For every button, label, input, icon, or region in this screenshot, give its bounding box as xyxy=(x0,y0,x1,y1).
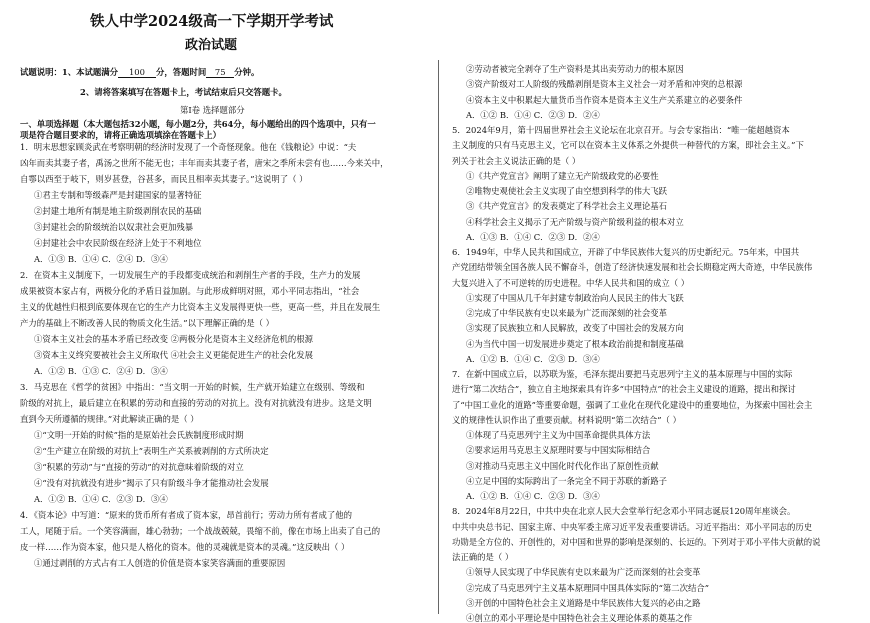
left-column xyxy=(20,0,430,614)
question-line: 成果被资本家占有，两极分化的矛盾日益加剧。与此形成鲜明对照，邓小平同志指出，“社会 xyxy=(20,286,360,296)
question-line: 功勋是全方位的、开创性的，对中国和世界的影响是深刻的、长远的。下列对于邓小平伟大贡献的说 xyxy=(452,536,821,547)
question-line: 列关于社会主义说法正确的是（ ） xyxy=(452,155,581,166)
question-line: 8．2024年8月22日，中共中央在北京人民大会堂举行纪念邓小平同志诞辰120周年座谈会。 xyxy=(452,506,796,517)
question-line: 中共中央总书记、国家主席、中央军委主席习近平发表重要讲话。习近平指出：邓小平同志的历史 xyxy=(452,521,813,532)
question-line: ①体现了马克思列宁主义为中国革命提供具体方法 xyxy=(466,430,651,440)
question-line: ②唯物史观使社会主义实现了由空想到科学的伟大飞跃 xyxy=(466,186,667,196)
question-line: A．①② B．①④ C．②③ D．③④ xyxy=(466,491,600,501)
question-line: ①领导人民实现了中华民族有史以来最为广泛而深刻的社会变革 xyxy=(466,567,701,578)
question-line: ③封建社会的阶级统治以奴隶社会更加残暴 xyxy=(34,222,194,232)
question-line: ①君主专制和等级森严是封建国家的显著特征 xyxy=(34,190,202,200)
column-divider xyxy=(438,60,439,614)
question-line: ③实现了民族独立和人民解放，改变了中国社会的发展方向 xyxy=(466,323,684,334)
score-value: 100 xyxy=(118,67,156,78)
question-line: 4．《资本论》中写道：“原来的货币所有者成了资本家，昂首前行；劳动力所有者成了他的 xyxy=(20,510,353,520)
question-line: 主义制度的只有马克思主义，它可以在资本主义体系之外提供一种替代的方案，即社会主义。”下 xyxy=(452,140,804,151)
question-line: ①通过剥削的方式占有工人创造的价值是资本家笑容满面的重要原因 xyxy=(34,558,286,568)
question-line: 产党团结带领全国各族人民不懈奋斗，创造了经济快速发展和社会长期稳定两大奇迹，中华民族伟 xyxy=(452,262,813,273)
question-line: ④为当代中国一切发展进步奠定了根本政治前提和制度基础 xyxy=(466,338,684,349)
notes-line-2: 2、请将答案填写在答题卡上，考试结束后只交答题卡。 xyxy=(80,87,287,97)
question-line: 1．明末思想家顾炎武在考察明朝的经济时发现了一个奇怪现象。他在《钱粮论》中说：“夫 xyxy=(20,142,357,152)
question-line: ②完成了中华民族有史以来最为广泛而深刻的社会变革 xyxy=(466,308,667,318)
question-line: 5．2024年9月，第十四届世界社会主义论坛在北京召开。与会专家指出：“唯一能超越资本 xyxy=(452,125,790,135)
section-title: 第Ⅰ卷 选择题部分 xyxy=(180,105,245,115)
question-line: 主义的优越性归根到底要体现在它的生产力比资本主义发展得更快一些，更高一些，并且在发展生 xyxy=(20,302,381,312)
question-line: ①资本主义社会的基本矛盾已经改变 ②两极分化是资本主义经济危机的根源 xyxy=(34,334,314,344)
question-line: ④科学社会主义揭示了无产阶级与资产阶级利益的根本对立 xyxy=(466,216,684,227)
question-line: ②要求运用马克思主义原理时要与中国实际相结合 xyxy=(466,445,651,456)
question-line: ②完成了马克思列宁主义基本原理同中国具体实际的“第二次结合” xyxy=(466,582,710,593)
notes-unit: 分钟。 xyxy=(234,67,260,77)
exam-subtitle: 政治试题 xyxy=(185,38,238,53)
question-line: 进行“第二次结合”，独立自主地探索具有许多“中国特点”的社会主义建设的道路，提出和探讨 xyxy=(452,384,796,395)
question-line: ④立足中国的实际跨出了一条完全不同于苏联的新路子 xyxy=(466,475,667,486)
question-line: 阶级的对抗上，最后建立在积累的劳动和直接的劳动的对抗上。没有对抗就没有进步。这是文明 xyxy=(20,398,372,408)
question-line: ④封建社会中农民阶级在经济上处于不利地位 xyxy=(34,238,202,248)
question-line: ②封建土地所有制是地主阶级剥削农民的基础 xyxy=(34,206,202,216)
question-line: A．①② B．①④ C．②③ D．③④ xyxy=(466,353,600,364)
question-line: ①“文明一开始的时候”指的是原始社会氏族制度形成时期 xyxy=(34,430,244,440)
question-line: 自鄠以西至于岐下，则岁甚登，谷甚多，而民且相率卖其妻子。”这说明了（ ） xyxy=(20,174,308,184)
question-line: 6．1949年，中华人民共和国成立，开辟了中华民族伟大复兴的历史新纪元。75年来，中国共 xyxy=(452,247,800,257)
question-line: ③开创的中国特色社会主义道路是中华民族伟大复兴的必由之路 xyxy=(466,597,701,608)
question-line: 直到今天所遵循的规律。”对此解读正确的是（ ） xyxy=(20,414,199,424)
question-line: ④创立的邓小平理论是中国特色社会主义理论体系的奠基之作 xyxy=(466,613,693,623)
question-line: 工人，尾随于后。一个笑容满面，雄心勃勃；一个战战兢兢，畏缩不前，像在市场上出卖了自己的 xyxy=(20,526,381,536)
question-line: A．①③ B．①④ C．②③ D．②④ xyxy=(466,231,600,242)
question-line: ③资本主义终究要被社会主义所取代 ④社会主义更能促进生产的社会化发展 xyxy=(34,350,314,360)
question-line: A．①③ B．①④ C．②④ D．③④ xyxy=(34,254,168,264)
question-line: 义的规律性认识作出了重要贡献。材料说明“第二次结合”（ ） xyxy=(452,414,681,425)
question-line: ③“积累的劳动”与“直接的劳动”的对抗意味着阶级的对立 xyxy=(34,462,244,472)
question-line: ③《共产党宣言》的发表奠定了科学社会主义理论基石 xyxy=(466,201,667,212)
time-value: 75 xyxy=(206,67,234,78)
notes-line-1 xyxy=(20,66,259,78)
question-line: 皮一样……作为资本家，他只是人格化的资本。他的灵魂就是资本的灵魂。”这反映出（ ） xyxy=(20,542,350,552)
instruction-line-2: 项是符合题目要求的，请将正确选项填涂在答题卡上） xyxy=(20,130,221,140)
instruction-line-1: 一、单项选择题（本大题包括32小题，每小题2分，共64分，每小题给出的四个选项中，只有一 xyxy=(20,119,376,129)
question-line: A．①② B．①④ C．②③ D．③④ xyxy=(34,494,168,504)
question-line: ③对推动马克思主义中国化时代化作出了原创性贡献 xyxy=(466,460,659,471)
question-line: 产力的基础上不断改善人民的物质文化生活。”以下理解正确的是（ ） xyxy=(20,318,274,328)
question-line: ①实现了中国从几千年封建专制政治向人民民主的伟大飞跃 xyxy=(466,292,684,303)
question-line: 2．在资本主义制度下，一切发展生产的手段都变成统治和剥削生产者的手段，生产力的发展 xyxy=(20,270,361,280)
question-line: ④“没有对抗就没有进步”揭示了只有阶级斗争才能推动社会发展 xyxy=(34,478,269,488)
question-line: ②劳动者被完全剥夺了生产资料是其出卖劳动力的根本原因 xyxy=(466,64,684,74)
question-line: A．①② B．①④ C．②③ D．②④ xyxy=(466,109,600,120)
question-line: 法正确的是（ ） xyxy=(452,552,514,562)
question-line: 大复兴进入了不可逆转的历史进程。中华人民共和国的成立（ ） xyxy=(452,277,690,288)
notes-label: 试题说明：1、本试题满分 xyxy=(20,67,118,77)
question-line: 了“中国工业化的道路”等重要命题，强调了工业化在现代化建设中的重要地位，为探索中国社会主 xyxy=(452,399,813,410)
question-line: ①《共产党宣言》阐明了建立无产阶级政党的必要性 xyxy=(466,170,659,181)
question-line: ②“生产建立在阶级的对抗上”表明生产关系被剥削的方式所决定 xyxy=(34,446,269,456)
notes-time-label: 分，答题时间 xyxy=(155,67,207,77)
question-line: ③资产阶级对工人阶级的残酷剥削是资本主义社会一对矛盾和冲突的总根源 xyxy=(466,79,743,90)
question-line: 7．在新中国成立后，以苏联为鉴，毛泽东提出要把马克思列宁主义的基本原理与中国的实际 xyxy=(452,369,793,379)
question-line: ④资本主义中积累起大量货币当作资本是资本主义生产关系建立的必要条件 xyxy=(466,94,743,105)
question-line: 凶年而卖其妻子者，禹汤之世所不能无也；丰年而卖其妻子者，唐宋之季所未尝有也……今来关中， xyxy=(20,158,389,168)
question-line: 3．马克思在《哲学的贫困》中指出：“当文明一开始的时候，生产就开始建立在级别、等级和 xyxy=(20,382,365,392)
right-column xyxy=(452,0,857,623)
question-line: A．①② B．①③ C．②④ D．③④ xyxy=(34,366,168,376)
exam-title: 铁人中学2024级高一下学期开学考试 xyxy=(90,13,334,30)
